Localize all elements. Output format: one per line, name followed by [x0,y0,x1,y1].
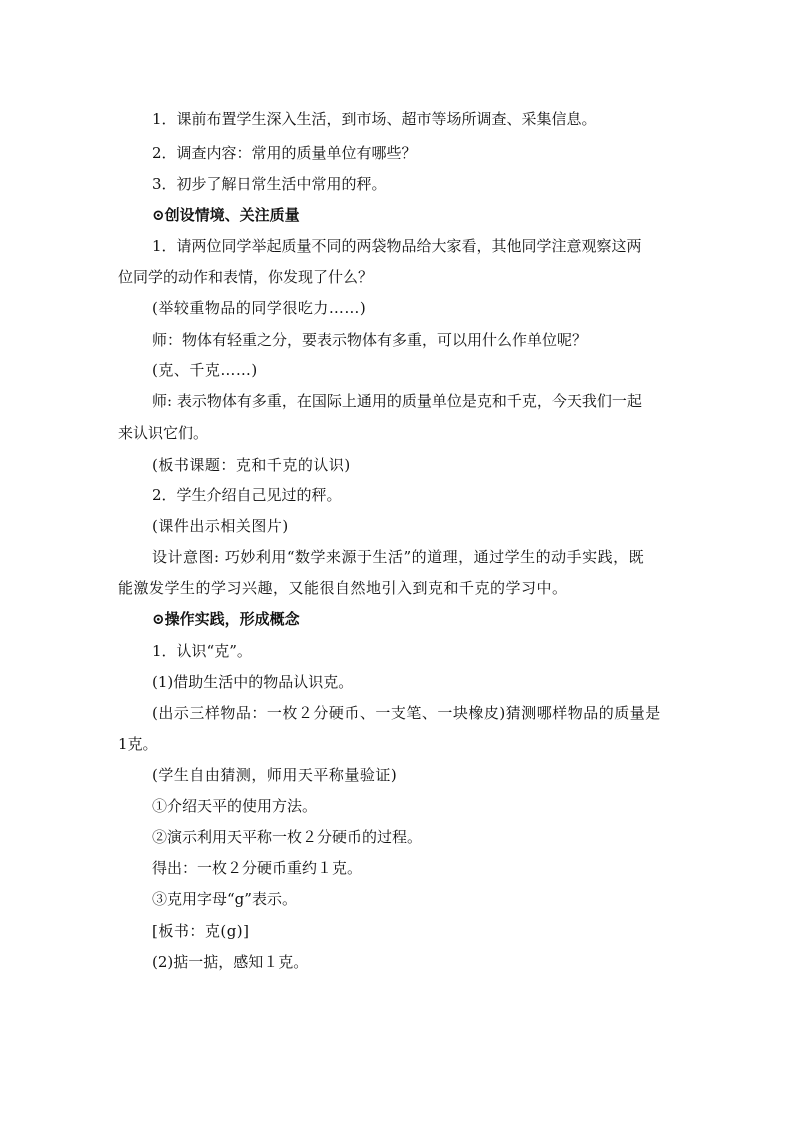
text-line: ③克用字母“g”表示。 [152,890,297,908]
text-line: 1．课前布置学生深入生活，到市场、超市等场所调查、采集信息。 [152,110,597,128]
text-line: (2)掂一掂，感知１克。 [152,953,309,971]
design-intent-line: 能激发学生的学习兴趣，又能很自然地引入到克和千克的学习中。 [118,579,568,597]
text-line: 1克。 [118,735,158,753]
text-line: 3．初步了解日常生活中常用的秤。 [152,175,387,193]
text-line: ②演示利用天平称一枚２分硬币的过程。 [152,828,423,846]
text-line: 来认识它们。 [118,424,209,442]
design-intent-line: 设计意图: 巧妙利用“数学来源于生活”的道理，通过学生的动手实践，既 [152,548,645,566]
text-line: 1．认识“克”。 [152,642,252,660]
annotation-line: (学生自由猜测，师用天平称量验证) [152,766,398,784]
text-line: 1．请两位同学举起质量不同的两袋物品给大家看，其他同学注意观察这两 [152,237,642,255]
section-heading: ⊙操作实践，形成概念 [152,610,300,628]
text-line: 2．调查内容：常用的质量单位有哪些？ [152,144,417,162]
annotation-line: (克、千克……) [152,361,258,379]
text-line: ①介绍天平的使用方法。 [152,797,318,815]
text-line: 位同学的动作和表情，你发现了什么？ [118,268,374,286]
text-line: 得出：一枚２分硬币重约１克。 [152,859,363,877]
section-heading: ⊙创设情境、关注质量 [152,206,300,224]
text-line: (1)借助生活中的物品认识克。 [152,673,354,691]
text-line: 2．学生介绍自己见过的秤。 [152,486,342,504]
text-line: 师：物体有轻重之分，要表示物体有多重，可以用什么作单位呢？ [152,331,588,349]
annotation-line: (板书课题：克和千克的认识) [152,456,351,474]
text-line: 师: 表示物体有多重，在国际上通用的质量单位是克和千克，今天我们一起 [152,392,642,410]
annotation-line: (举较重物品的同学很吃力……) [152,299,367,317]
annotation-line: (课件出示相关图片) [152,517,289,535]
annotation-line: [板书：克(g)] [152,922,250,940]
annotation-line: (出示三样物品：一枚２分硬币、一支笔、一块橡皮)猜测哪样物品的质量是 [152,704,661,722]
